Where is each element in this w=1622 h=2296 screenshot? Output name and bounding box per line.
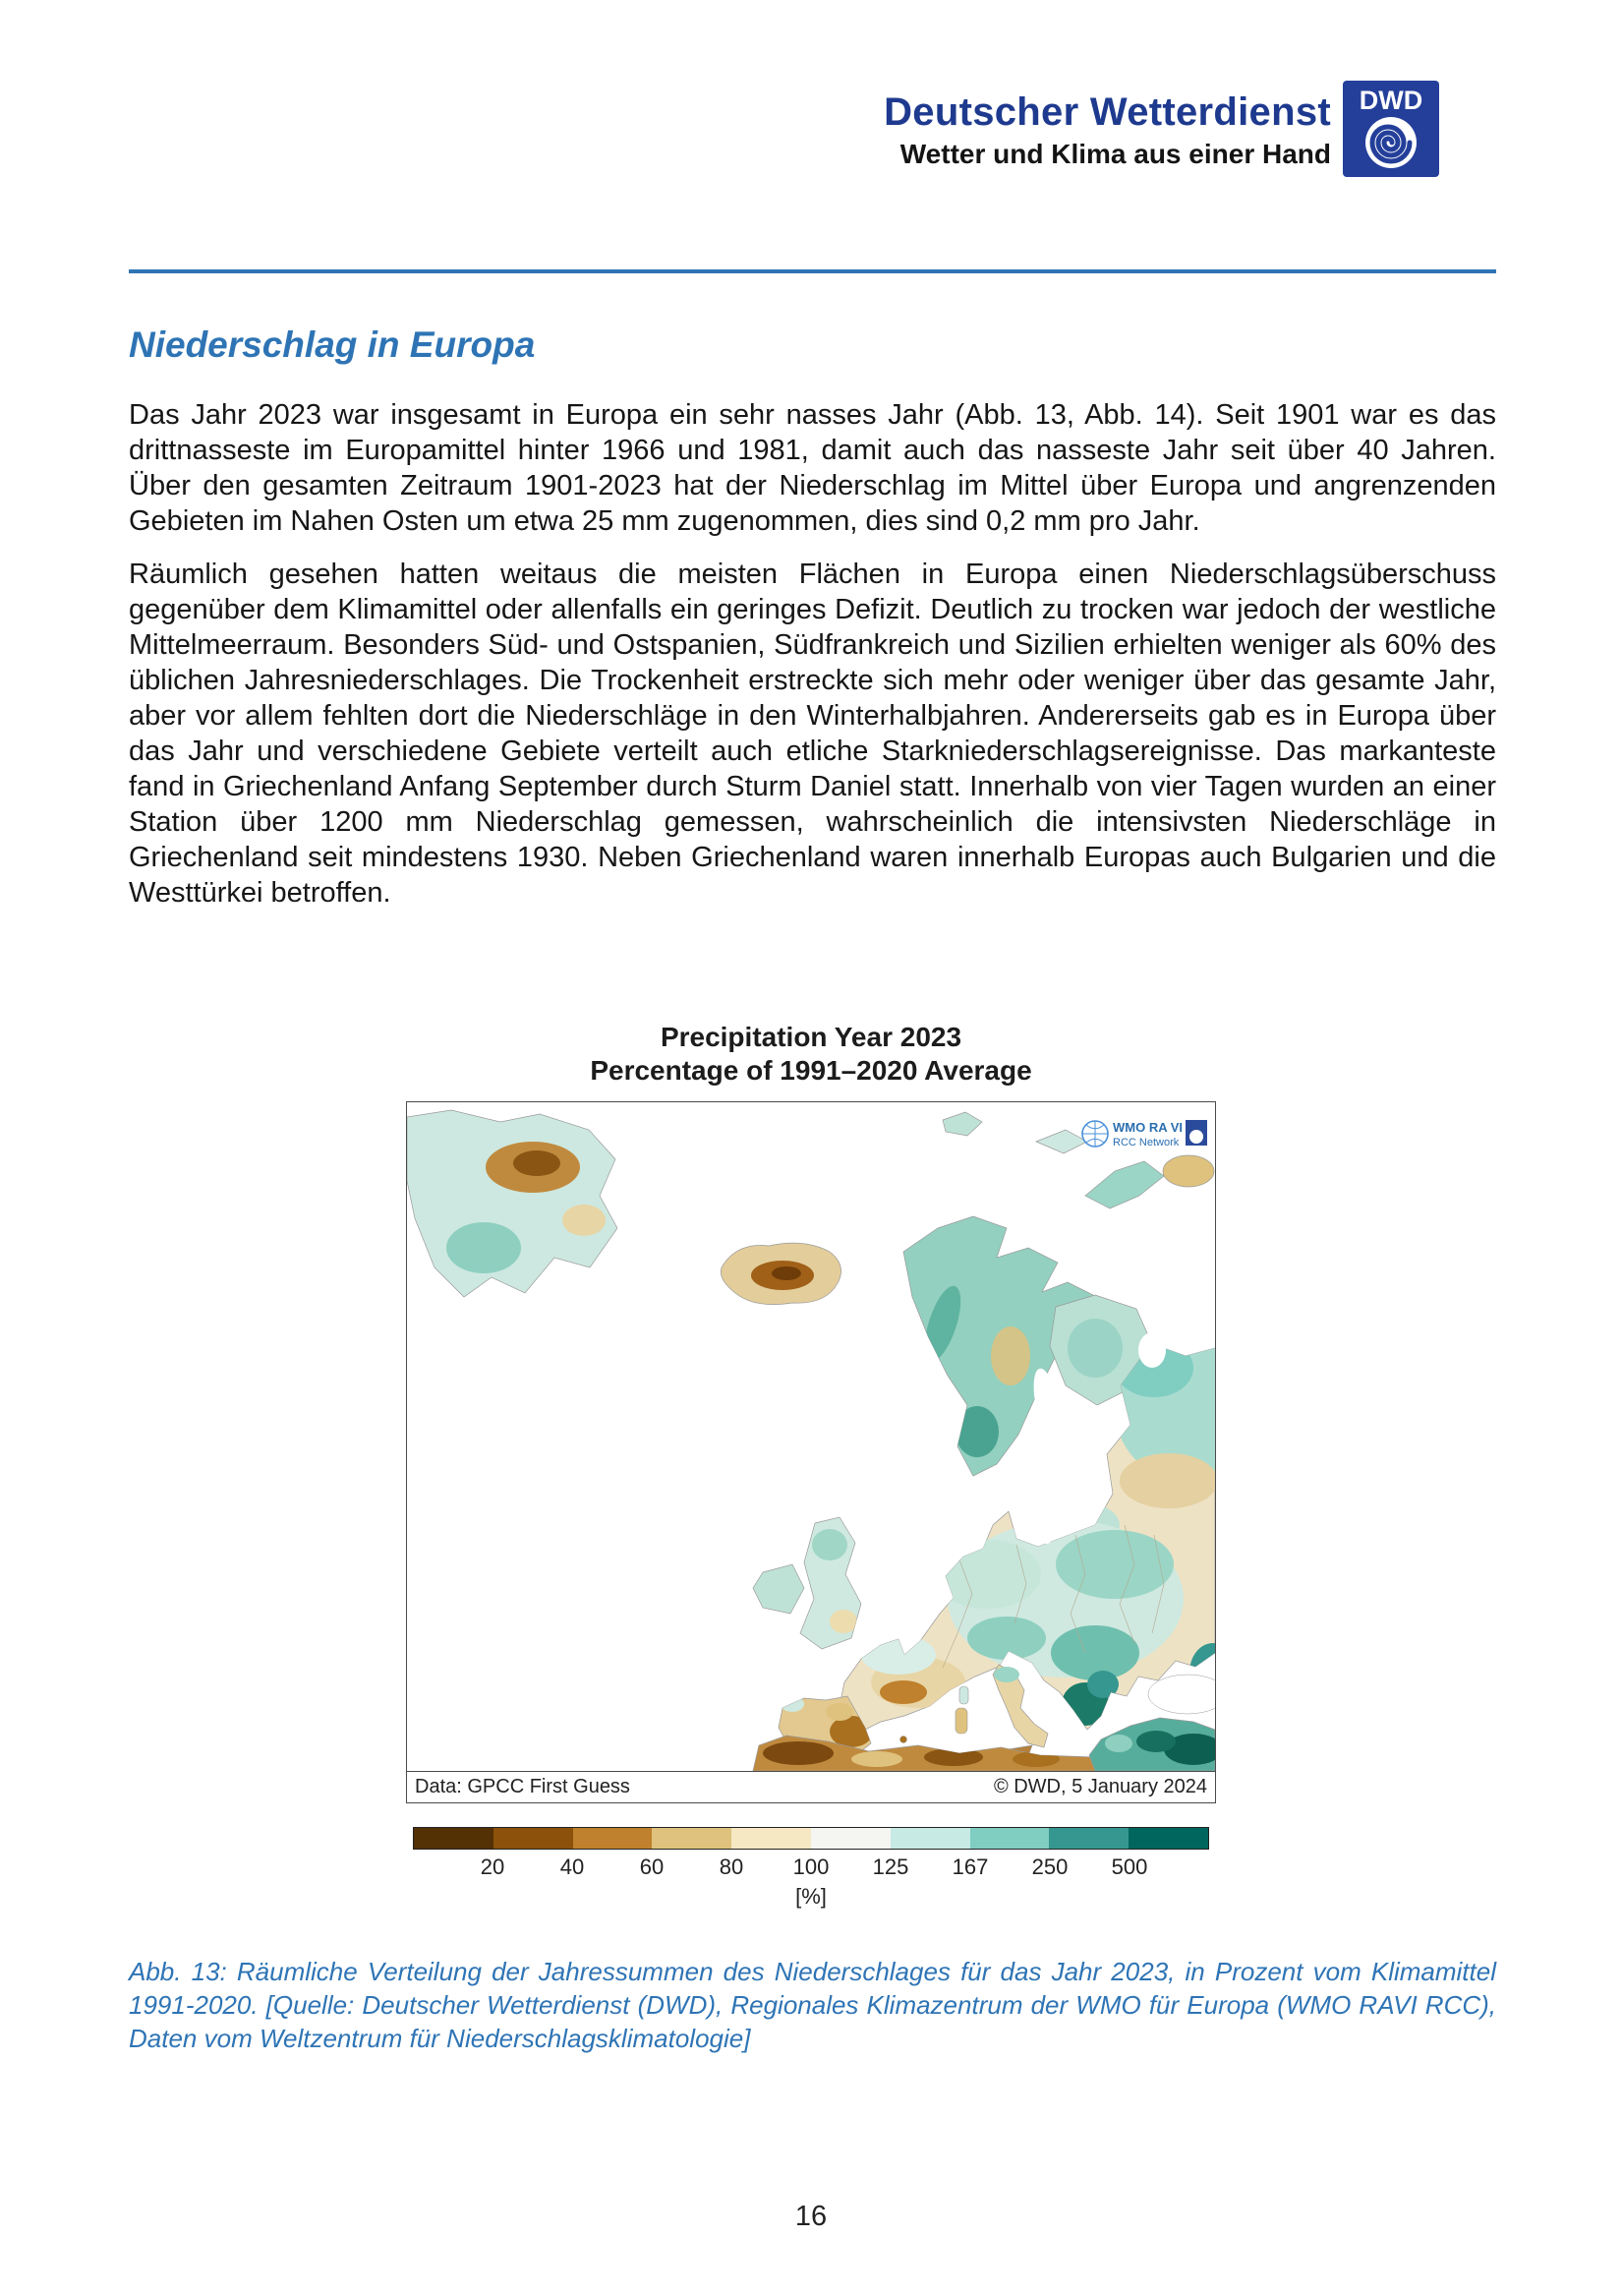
legend-segment [891,1828,970,1849]
legend-ticks [413,1854,1209,1882]
wmo-logo [1082,1120,1207,1148]
legend-segment [573,1828,653,1849]
legend-segment [1049,1828,1129,1849]
figure-title-line1: Precipitation Year 2023 [660,1022,962,1052]
legend-tick-label: 20 [480,1854,505,1879]
org-tagline: Wetter und Klima aus einer Hand [899,139,1331,169]
legend-tick-label: 80 [719,1854,744,1879]
legend [413,1827,1209,1910]
dwd-logo-text: DWD [1359,86,1423,115]
legend-segment [1129,1828,1208,1849]
legend-tick-label: 250 [1031,1854,1069,1879]
dwd-logo [1343,81,1439,177]
wmo-logo-text-1: WMO RA VI [1113,1120,1184,1135]
legend-segment [970,1828,1050,1849]
legend-unit-label: [%] [795,1884,827,1909]
legend-tick-label: 125 [872,1854,909,1879]
org-name: Deutscher Wetterdienst [884,90,1331,134]
page-number: 16 [794,2201,828,2232]
legend-segment [414,1828,493,1849]
legend-tick-label: 167 [952,1854,989,1879]
figure-block [0,1021,1622,1910]
wmo-logo-text-2: RCC Network [1113,1137,1180,1148]
legend-segment [493,1828,573,1849]
legend-tick-label: 60 [639,1854,665,1879]
dwd-logo-graphic [1343,81,1439,177]
legend-tick-label: 100 [792,1854,830,1879]
article [129,324,1496,928]
legend-segment [811,1828,891,1849]
map-box [406,1101,1216,1803]
map-footer-left: Data: GPCC First Guess [415,1776,630,1797]
figure-title-line2: Percentage of 1991–2020 Average [590,1055,1032,1086]
page-title: Niederschlag in Europa [129,324,536,365]
legend-tick-label: 500 [1111,1854,1148,1879]
europe-precipitation-map [407,1102,1215,1771]
map-footer-right: © DWD, 5 January 2024 [993,1776,1207,1797]
header-divider [129,269,1496,273]
figure-caption: Abb. 13: Räumliche Verteilung der Jahressummen des Niederschlages für das Jahr 2023, in Prozent vom Klimamittel 1991-2020. [Quelle: Deutscher Wetterdienst (DWD), Regionales Klimazentrum der WMO für Europa (WMO RAVI RCC), Daten vom Weltzentrum für Niederschlagsklimatologie] [129,1957,1496,2053]
paragraph-1: Das Jahr 2023 war insgesamt in Europa ein sehr nasses Jahr (Abb. 13, Abb. 14). Seit 1901 war es das drittnasseste im Europamittel hinter 1966 und 1981, damit auch das nasseste Jahr seit über 40 Jahren. Über den gesamten Zeitraum 1901-2023 hat der Niederschlag im Mittel über Europa und angrenzenden Gebieten im Nahen Osten um etwa 25 mm zugenommen, dies sind 0,2 mm pro Jahr. [129,399,1496,537]
paragraph-2: Räumlich gesehen hatten weitaus die meisten Flächen in Europa einen Niederschlagsüberschuss gegenüber dem Klimamittel oder allenfalls ein geringes Defizit. Deutlich zu trocken war jedoch der westliche Mittelmeerraum. Besonders Süd- und Ostspanien, Südfrankreich und Sizilien erhielten weniger als 60% des üblichen Jahresniederschlages. Die Trockenheit erstreckte sich mehr oder weniger über das gesamte Jahr, aber vor allem fehlten dort die Niederschläge in den Winterhalbjahren. Andererseits gab es in Europa über das Jahr und verschiedene Gebiete verteilt auch etliche Starkniederschlagsereignisse. Das markanteste fand in Griechenland Anfang September durch Sturm Daniel statt. Innerhalb von vier Tagen wurden an einer Station über 1200 mm Niederschlag gemessen, wahrscheinlich die intensivsten Niederschläge in Griechenland seit mindestens 1930. Neben Griechenland waren innerhalb Europas auch Bulgarien und die Westtürkei betroffen. [129,559,1496,909]
legend-segment [731,1828,811,1849]
map-footer [407,1771,1215,1802]
legend-tick-label: 40 [559,1854,585,1879]
legend-segment [652,1828,731,1849]
header-brand-block [884,90,1331,170]
legend-bar [413,1827,1209,1850]
